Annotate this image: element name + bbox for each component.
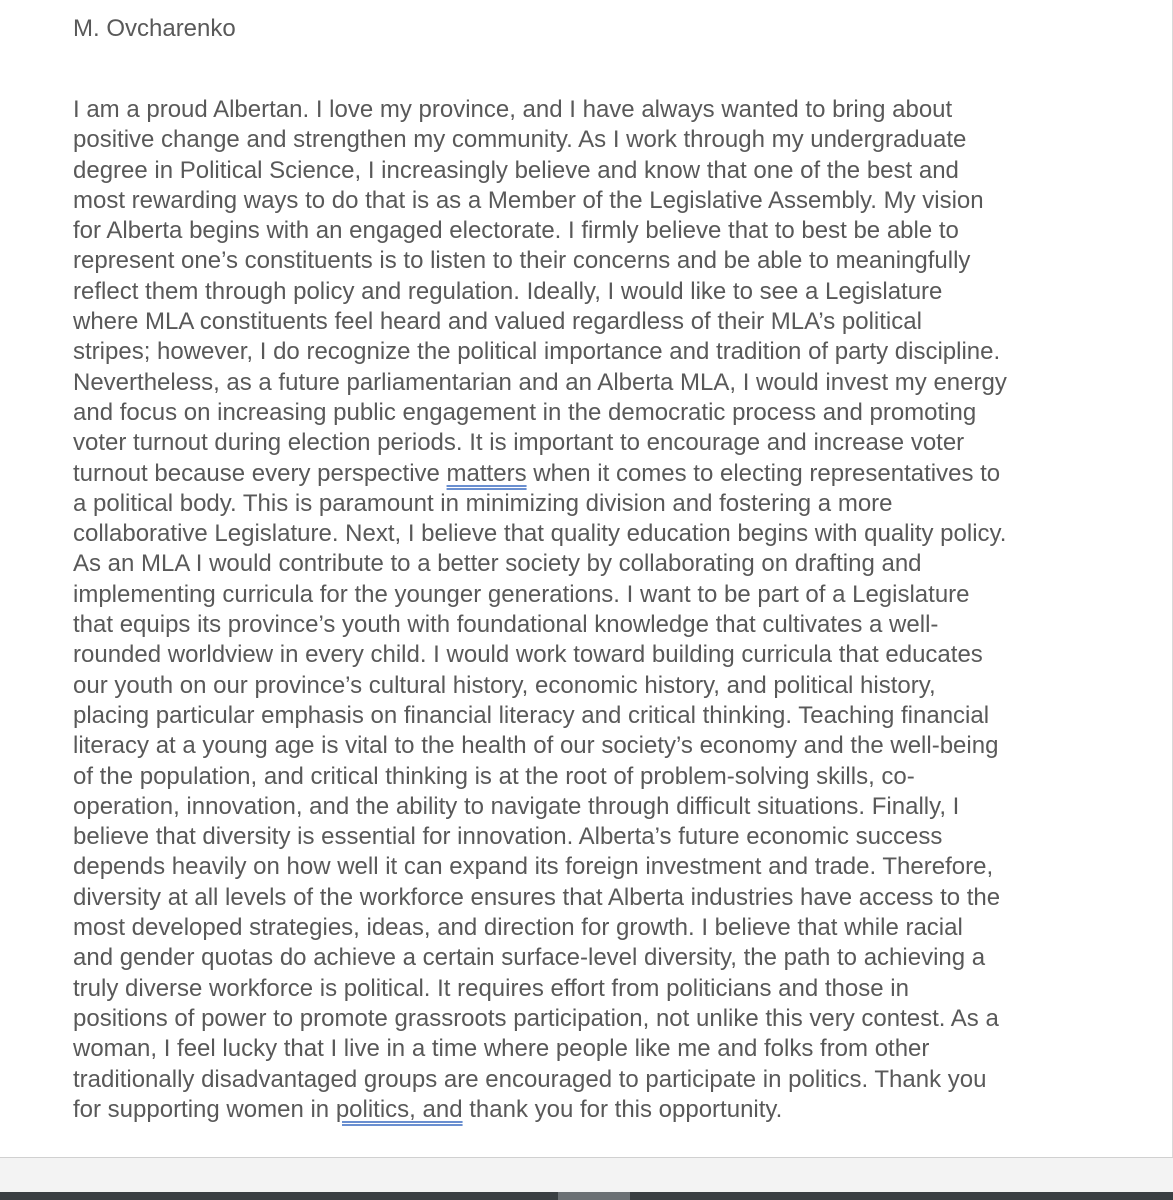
text-line: woman, I feel lucky that I live in a time where people like me and folks from other bbox=[73, 1035, 930, 1063]
text-line: most developed strategies, ideas, and direction for growth. I believe that while racial bbox=[73, 914, 963, 942]
text-line: Nevertheless, as a future parliamentarian and an Alberta MLA, I would invest my energy bbox=[73, 368, 1007, 396]
spellcheck-flag-matters[interactable]: matters bbox=[446, 459, 527, 487]
text-line: traditionally disadvantaged groups are encouraged to participate in politics. Thank you bbox=[73, 1065, 987, 1093]
text-line: our youth on our province’s cultural history, economic history, and political history, bbox=[73, 671, 936, 699]
spellcheck-flag-politics-and[interactable]: politics, and bbox=[335, 1095, 463, 1123]
text-line: diversity at all levels of the workforce ensures that Alberta industries have access to the bbox=[73, 883, 1001, 911]
text-line: for supporting women in politics, and thank you for this opportunity. bbox=[73, 1095, 783, 1123]
taskbar bbox=[0, 1192, 1173, 1200]
author-name: M. Ovcharenko bbox=[73, 15, 236, 42]
text-line: where MLA constituents feel heard and valued regardless of their MLA’s political bbox=[73, 308, 922, 336]
text-line: for Alberta begins with an engaged electorate. I firmly believe that to best be able to bbox=[73, 217, 959, 245]
text-line: of the population, and critical thinking is at the root of problem-solving skills, co- bbox=[73, 762, 915, 790]
text-line: stripes; however, I do recognize the political importance and tradition of party discipline. bbox=[73, 338, 1001, 366]
text-line: a political body. This is paramount in minimizing division and fostering a more bbox=[73, 489, 893, 517]
page-gap bbox=[0, 1157, 1173, 1193]
text-line: turnout because every perspective matters when it comes to electing representatives to bbox=[73, 459, 1001, 487]
text-line: literacy at a young age is vital to the health of our society’s economy and the well-being bbox=[73, 732, 999, 760]
text-line: placing particular emphasis on financial literacy and critical thinking. Teaching financial bbox=[73, 701, 990, 729]
text-line: and focus on increasing public engagement in the democratic process and promoting bbox=[73, 398, 977, 426]
text-line: degree in Political Science, I increasingly believe and know that one of the best and bbox=[73, 156, 959, 184]
text-line: believe that diversity is essential for innovation. Alberta’s future economic success bbox=[73, 823, 943, 851]
text-line: I am a proud Albertan. I love my province, and I have always wanted to bring about bbox=[73, 96, 953, 123]
text-line: reflect them through policy and regulation. Ideally, I would like to see a Legislature bbox=[73, 277, 943, 305]
text-line: truly diverse workforce is political. It requires effort from politicians and those in bbox=[73, 974, 909, 1002]
text-line: operation, innovation, and the ability to navigate through difficult situations. Finally, I bbox=[73, 792, 960, 820]
text-line: positive change and strengthen my community. As I work through my undergraduate bbox=[73, 126, 967, 154]
text-line: As an MLA I would contribute to a better society by collaborating on drafting and bbox=[73, 550, 922, 578]
text-line: voter turnout during election periods. It is important to encourage and increase voter bbox=[73, 429, 965, 457]
taskbar-active-item[interactable] bbox=[558, 1192, 630, 1200]
text-line: that equips its province’s youth with foundational knowledge that cultivates a well- bbox=[73, 611, 939, 639]
essay-body bbox=[73, 95, 1103, 1125]
text-line: and gender quotas do achieve a certain surface-level diversity, the path to achieving a bbox=[73, 944, 986, 972]
text-line: implementing curricula for the younger generations. I want to be part of a Legislature bbox=[73, 580, 970, 608]
text-line: rounded worldview in every child. I would work toward building curricula that educates bbox=[73, 641, 983, 669]
text-line: represent one’s constituents is to listen to their concerns and be able to meaningfully bbox=[73, 247, 971, 275]
text-line: collaborative Legislature. Next, I believe that quality education begins with quality policy. bbox=[73, 520, 1007, 548]
text-line: depends heavily on how well it can expand its foreign investment and trade. Therefore, bbox=[73, 853, 994, 881]
text-line: most rewarding ways to do that is as a Member of the Legislative Assembly. My vision bbox=[73, 186, 984, 214]
text-line: positions of power to promote grassroots participation, not unlike this very contest. As a bbox=[73, 1004, 999, 1032]
